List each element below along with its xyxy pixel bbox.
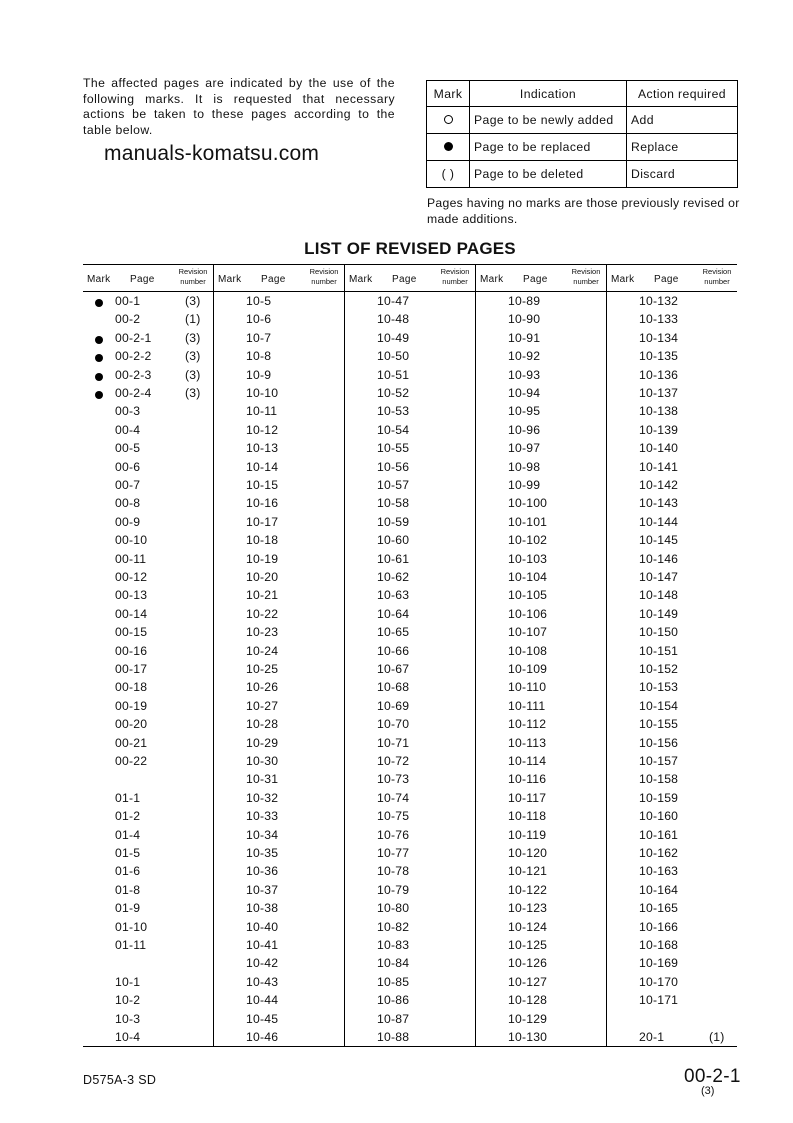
header-divider — [83, 291, 737, 292]
page-entry: 10-52 — [377, 386, 410, 400]
page-entry: 10-8 — [246, 349, 272, 364]
header-mark: Mark — [87, 274, 111, 285]
page-entry: 10-107 — [508, 625, 548, 640]
page-entry: 10-127 — [508, 974, 548, 989]
page-entry: 10-29 — [246, 735, 279, 750]
header-mark: Mark — [480, 274, 504, 285]
legend-note: Pages having no marks are those previously revised or made additions. — [427, 196, 740, 226]
column-divider — [213, 265, 214, 1046]
page-entry: 10-147 — [639, 570, 679, 584]
legend-mark-parentheses: ( ) — [427, 161, 470, 188]
page-entry: 10-92 — [508, 349, 541, 364]
page-entry: 10-75 — [377, 809, 410, 824]
legend-action: Discard — [627, 161, 738, 188]
header-mark: Mark — [218, 274, 242, 285]
page-entry: 10-151 — [639, 643, 679, 658]
page-entry: 10-44 — [246, 993, 279, 1008]
page-entry: 10-34 — [246, 827, 279, 842]
page-entry: 10-111 — [508, 698, 546, 713]
page-entry: 00-14 — [115, 606, 148, 621]
page-entry: 10-21 — [246, 588, 279, 603]
page-entry: 10-117 — [508, 790, 547, 805]
page-entry: 10-31 — [246, 772, 279, 787]
page-entry: 10-122 — [508, 882, 548, 897]
legend-action: Add — [627, 107, 738, 134]
page-entry: 10-93 — [508, 367, 541, 382]
page-entry: 10-118 — [508, 809, 547, 824]
page-entry: 10-133 — [639, 312, 679, 327]
page-entry: 00-7 — [115, 478, 141, 492]
page-entry: 10-23 — [246, 625, 279, 640]
page-number: 00-2-1 — [684, 1066, 741, 1087]
page-entry: 00-10 — [115, 533, 148, 548]
page-entry: 10-16 — [246, 496, 279, 511]
page-entry: 10-43 — [246, 974, 279, 989]
page-entry: 10-54 — [377, 422, 410, 437]
page-entry: 10-162 — [639, 846, 679, 860]
page-entry: 10-65 — [377, 625, 410, 640]
page-entry: 10-158 — [639, 772, 679, 787]
page-entry: 10-38 — [246, 901, 279, 916]
page-entry: 10-24 — [246, 643, 279, 658]
legend-header-row — [427, 81, 738, 107]
page-entry: 10-35 — [246, 846, 279, 860]
page-entry: 10-68 — [377, 680, 410, 695]
page-entry: 00-8 — [115, 496, 141, 511]
page-entry: 10-123 — [508, 901, 548, 916]
page-entry: 10-139 — [639, 422, 679, 437]
page-entry: 00-21 — [115, 735, 148, 750]
page-entry: 10-163 — [639, 864, 679, 879]
page-entry: 10-166 — [639, 919, 679, 934]
page-entry: 10-130 — [508, 1030, 548, 1044]
page-entry: 10-61 — [377, 551, 410, 566]
page-entry: 01-10 — [115, 919, 148, 934]
page-entry: 10-105 — [508, 588, 548, 603]
page-entry: 10-143 — [639, 496, 679, 511]
page-entry: 10-134 — [639, 330, 679, 345]
header-page: Page — [523, 274, 548, 285]
page-entry: 10-9 — [246, 367, 272, 382]
open-circle-icon — [444, 115, 453, 124]
revision-entry: (3) — [185, 386, 201, 400]
page-entry: 10-51 — [377, 367, 410, 382]
page-entry: 10-88 — [377, 1030, 410, 1044]
legend-row-discard — [427, 161, 738, 188]
page-entry: 10-72 — [377, 754, 410, 768]
page-entry: 10-33 — [246, 809, 279, 824]
page-entry: 10-25 — [246, 662, 279, 676]
model-label: D575A-3 SD — [83, 1073, 157, 1087]
page-entry: 01-9 — [115, 901, 141, 916]
legend-action: Replace — [627, 134, 738, 161]
page-entry: 10-89 — [508, 294, 541, 308]
header-revision-number: Revision number — [440, 267, 470, 286]
legend-mark-cell — [427, 107, 470, 134]
page-entry: 00-15 — [115, 625, 148, 640]
revision-entry: (1) — [709, 1030, 725, 1044]
page-entry: 10-146 — [639, 551, 679, 566]
page-entry: 10-106 — [508, 606, 548, 621]
page-entry: 10-132 — [639, 294, 679, 308]
list-title: LIST OF REVISED PAGES — [304, 239, 516, 258]
page-entry: 10-114 — [508, 754, 547, 768]
page-entry: 10-153 — [639, 680, 679, 695]
page-entry: 10-17 — [246, 514, 279, 529]
page-entry: 01-11 — [115, 938, 147, 952]
page-entry: 10-90 — [508, 312, 541, 327]
page-entry: 10-80 — [377, 901, 410, 916]
page-entry: 10-95 — [508, 404, 541, 419]
page-entry: 10-100 — [508, 496, 548, 511]
page-entry: 00-4 — [115, 422, 141, 437]
page-entry: 10-40 — [246, 919, 279, 934]
header-page: Page — [130, 274, 155, 285]
page-entry: 10-104 — [508, 570, 548, 584]
page-entry: 10-137 — [639, 386, 679, 400]
page-entry: 10-55 — [377, 441, 410, 456]
revision-entry: (3) — [185, 367, 201, 382]
page-entry: 10-109 — [508, 662, 548, 676]
page-entry: 10-159 — [639, 790, 679, 805]
page-entry: 10-1 — [115, 974, 141, 989]
page-entry: 10-32 — [246, 790, 279, 805]
page-entry: 10-6 — [246, 312, 272, 327]
website-watermark: manuals-komatsu.com — [104, 142, 320, 165]
page-entry: 10-142 — [639, 478, 679, 492]
legend-header-action: Action required — [627, 81, 738, 107]
page-entry: 10-56 — [377, 459, 410, 474]
page-entry: 10-27 — [246, 698, 279, 713]
page-entry: 10-102 — [508, 533, 548, 548]
page-entry: 10-103 — [508, 551, 548, 566]
page-entry: 10-15 — [246, 478, 279, 492]
page-entry: 10-161 — [639, 827, 679, 842]
page-entry: 01-8 — [115, 882, 141, 897]
page-entry: 10-168 — [639, 938, 679, 952]
replaced-mark-icon — [95, 299, 103, 307]
page-entry: 10-126 — [508, 956, 548, 971]
page-entry: 10-11 — [246, 404, 278, 419]
header-page: Page — [261, 274, 286, 285]
page-entry: 10-62 — [377, 570, 410, 584]
page-entry: 10-141 — [639, 459, 679, 474]
page-entry: 10-66 — [377, 643, 410, 658]
page-entry: 10-76 — [377, 827, 410, 842]
page-entry: 10-91 — [508, 330, 541, 345]
page-entry: 10-164 — [639, 882, 679, 897]
page-entry: 10-79 — [377, 882, 410, 897]
page-entry: 01-4 — [115, 827, 141, 842]
page-entry: 10-110 — [508, 680, 547, 695]
page-entry: 10-96 — [508, 422, 541, 437]
column-divider — [475, 265, 476, 1046]
page-entry: 10-125 — [508, 938, 548, 952]
page-entry: 10-57 — [377, 478, 410, 492]
replaced-mark-icon — [95, 336, 103, 344]
header-revision-number: Revision number — [571, 267, 601, 286]
page-entry: 10-136 — [639, 367, 679, 382]
page-entry: 10-112 — [508, 717, 547, 732]
column-divider — [344, 265, 345, 1046]
column-divider — [606, 265, 607, 1046]
page-entry: 10-140 — [639, 441, 679, 456]
page-entry: 00-6 — [115, 459, 141, 474]
page-entry: 10-99 — [508, 478, 541, 492]
page-entry: 10-19 — [246, 551, 279, 566]
legend-header-mark: Mark — [427, 81, 470, 107]
page-entry: 10-69 — [377, 698, 410, 713]
page-entry: 10-82 — [377, 919, 410, 934]
page-revision: (3) — [701, 1085, 715, 1097]
page-entry: 10-138 — [639, 404, 679, 419]
page-entry: 10-83 — [377, 938, 410, 952]
legend-indication: Page to be replaced — [470, 134, 627, 161]
replaced-mark-icon — [95, 373, 103, 381]
page-entry: 10-5 — [246, 294, 272, 308]
header-revision-number: Revision number — [702, 267, 732, 286]
page-entry: 10-120 — [508, 846, 548, 860]
page-entry: 10-152 — [639, 662, 679, 676]
page-entry: 10-84 — [377, 956, 410, 971]
page-entry: 10-58 — [377, 496, 410, 511]
page-entry: 00-20 — [115, 717, 148, 732]
page-entry: 10-94 — [508, 386, 541, 400]
page-entry: 00-1 — [115, 294, 141, 308]
page-entry: 10-13 — [246, 441, 279, 456]
page-entry: 10-160 — [639, 809, 679, 824]
header-mark: Mark — [611, 274, 635, 285]
page-entry: 10-149 — [639, 606, 679, 621]
page-entry: 00-3 — [115, 404, 141, 419]
replaced-mark-icon — [95, 391, 103, 399]
legend-indication: Page to be deleted — [470, 161, 627, 188]
page-entry: 10-116 — [508, 772, 547, 787]
page-entry: 10-148 — [639, 588, 679, 603]
page-entry: 10-18 — [246, 533, 279, 548]
page-entry: 00-17 — [115, 662, 148, 676]
page-entry: 00-22 — [115, 754, 148, 768]
page-entry: 10-14 — [246, 459, 279, 474]
page-entry: 01-6 — [115, 864, 141, 879]
page-entry: 10-71 — [377, 735, 410, 750]
page-entry: 10-85 — [377, 974, 410, 989]
page-entry: 00-19 — [115, 698, 148, 713]
page-entry: 00-13 — [115, 588, 148, 603]
page-entry: 10-87 — [377, 1011, 410, 1026]
page-entry: 20-1 — [639, 1030, 665, 1044]
page-entry: 10-171 — [639, 993, 679, 1008]
page-entry: 10-155 — [639, 717, 679, 732]
page-entry: 10-28 — [246, 717, 279, 732]
page-entry: 00-2-1 — [115, 330, 152, 345]
header-revision-number: Revision number — [309, 267, 339, 286]
legend-mark-cell — [427, 134, 470, 161]
page-entry: 10-12 — [246, 422, 279, 437]
header-revision-number: Revision number — [178, 267, 208, 286]
page-entry: 01-5 — [115, 846, 141, 860]
page-entry: 00-12 — [115, 570, 148, 584]
page-entry: 10-2 — [115, 993, 141, 1008]
page-entry: 10-77 — [377, 846, 410, 860]
page-entry: 10-59 — [377, 514, 410, 529]
page-entry: 10-154 — [639, 698, 679, 713]
page-entry: 10-157 — [639, 754, 679, 768]
page-entry: 10-119 — [508, 827, 547, 842]
page-entry: 10-124 — [508, 919, 548, 934]
page-entry: 10-36 — [246, 864, 279, 879]
page-entry: 10-26 — [246, 680, 279, 695]
page-entry: 10-86 — [377, 993, 410, 1008]
page-entry: 10-150 — [639, 625, 679, 640]
marks-legend-table — [426, 80, 738, 188]
page-entry: 10-50 — [377, 349, 410, 364]
page-entry: 10-20 — [246, 570, 279, 584]
page-entry: 10-45 — [246, 1011, 279, 1026]
revision-entry: (3) — [185, 349, 201, 364]
page-entry: 10-98 — [508, 459, 541, 474]
page-entry: 00-18 — [115, 680, 148, 695]
page-entry: 10-129 — [508, 1011, 548, 1026]
page-entry: 00-16 — [115, 643, 148, 658]
page-entry: 10-156 — [639, 735, 679, 750]
page-entry: 10-97 — [508, 441, 541, 456]
page-entry: 10-10 — [246, 386, 279, 400]
page-entry: 10-48 — [377, 312, 410, 327]
page-entry: 00-2 — [115, 312, 141, 327]
page-entry: 10-4 — [115, 1030, 141, 1044]
page-entry: 10-67 — [377, 662, 410, 676]
page-entry: 10-3 — [115, 1011, 141, 1026]
legend-indication: Page to be newly added — [470, 107, 627, 134]
page-entry: 10-22 — [246, 606, 279, 621]
page-entry: 10-46 — [246, 1030, 279, 1044]
page-entry: 00-11 — [115, 551, 147, 566]
page-entry: 10-30 — [246, 754, 279, 768]
page-entry: 10-128 — [508, 993, 548, 1008]
page-entry: 10-74 — [377, 790, 410, 805]
page-entry: 10-121 — [508, 864, 548, 879]
page-entry: 10-41 — [246, 938, 279, 952]
page-entry: 10-169 — [639, 956, 679, 971]
replaced-mark-icon — [95, 354, 103, 362]
revision-entry: (3) — [185, 330, 201, 345]
page-entry: 10-108 — [508, 643, 548, 658]
page-entry: 00-9 — [115, 514, 141, 529]
page-entry: 01-1 — [115, 790, 141, 805]
page-entry: 10-70 — [377, 717, 410, 732]
page-entry: 10-165 — [639, 901, 679, 916]
page-entry: 10-170 — [639, 974, 679, 989]
page-entry: 10-101 — [508, 514, 548, 529]
page-entry: 10-7 — [246, 330, 272, 345]
revision-entry: (3) — [185, 294, 201, 308]
page-entry: 00-5 — [115, 441, 141, 456]
page-entry: 10-135 — [639, 349, 679, 364]
revision-entry: (1) — [185, 312, 201, 327]
page-entry: 10-53 — [377, 404, 410, 419]
revised-pages-table — [83, 264, 737, 1047]
page-entry: 10-145 — [639, 533, 679, 548]
page-entry: 10-64 — [377, 606, 410, 621]
page-entry: 10-144 — [639, 514, 679, 529]
legend-row-replace — [427, 134, 738, 161]
page-entry: 10-60 — [377, 533, 410, 548]
page-entry: 10-73 — [377, 772, 410, 787]
legend-row-add — [427, 107, 738, 134]
header-page: Page — [392, 274, 417, 285]
filled-circle-icon — [444, 142, 453, 151]
intro-paragraph: The affected pages are indicated by the use of the following marks. It is requested that necessary actions be taken to these pages according to the table below. — [83, 76, 395, 137]
page-entry: 00-2-3 — [115, 367, 152, 382]
header-page: Page — [654, 274, 679, 285]
page-entry: 10-78 — [377, 864, 410, 879]
header-mark: Mark — [349, 274, 373, 285]
page-entry: 10-63 — [377, 588, 410, 603]
page-entry: 00-2-2 — [115, 349, 152, 364]
page-entry: 10-37 — [246, 882, 279, 897]
page-entry: 10-49 — [377, 330, 410, 345]
page-entry: 10-42 — [246, 956, 279, 971]
page-entry: 01-2 — [115, 809, 141, 824]
page-entry: 00-2-4 — [115, 386, 152, 400]
page-entry: 10-113 — [508, 735, 547, 750]
page-entry: 10-47 — [377, 294, 410, 308]
legend-header-indication: Indication — [470, 81, 627, 107]
